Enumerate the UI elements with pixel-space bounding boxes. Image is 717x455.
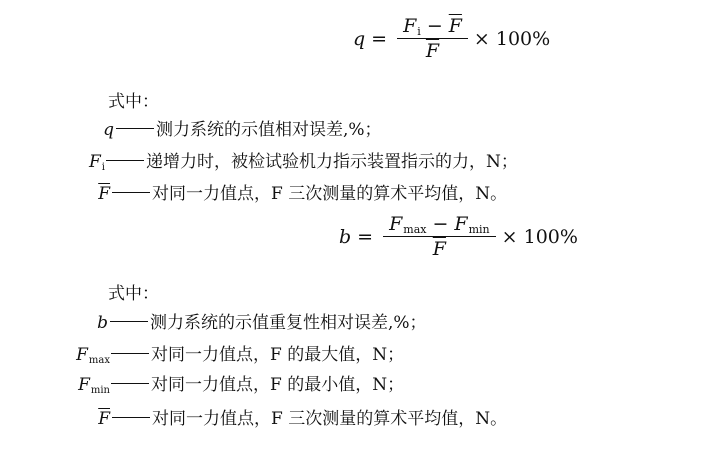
denominator: F — [432, 238, 446, 260]
where-label-2: 式中： — [108, 284, 159, 304]
where-label-1: 式中： — [108, 92, 159, 112]
em-dash-line — [111, 383, 149, 384]
numerator-term-a: F — [389, 213, 403, 235]
fraction — [397, 15, 468, 62]
formula-tail: × 100% — [501, 225, 578, 248]
minus-sign: − — [432, 213, 449, 235]
numerator — [397, 15, 468, 39]
definition-text: 测力系统的示值重复性相对误差,%； — [150, 313, 427, 333]
definition-text: 对同一力值点，F 的最大值，N； — [151, 345, 405, 365]
definition-text: 对同一力值点，F 三次测量的算术平均值，N。 — [152, 409, 508, 429]
definition-row — [78, 115, 382, 140]
definition-text: 测力系统的示值相对误差,%； — [156, 120, 382, 140]
definition-symbol: Fi — [89, 152, 105, 173]
equals-sign: = — [357, 225, 374, 248]
numerator-term-a-subscript: max — [403, 223, 427, 236]
formula-relative-error — [353, 15, 550, 62]
numerator-term-a-subscript: i — [417, 25, 421, 38]
definition-row — [72, 308, 427, 333]
definition-symbol: $\overline{F}$ — [98, 409, 110, 429]
em-dash-line — [116, 128, 154, 129]
em-dash-line — [110, 321, 148, 322]
numerator — [383, 213, 496, 237]
em-dash-line — [112, 192, 150, 193]
numerator-term-b: $\overline{F}$ — [448, 15, 462, 37]
numerator-term-b-subscript: min — [468, 223, 490, 236]
fraction — [383, 213, 496, 260]
definition-symbol: b — [97, 313, 108, 333]
formula-repeatability-error — [339, 213, 578, 260]
definition-text: 递增力时，被检试验机力指示装置指示的力，N； — [146, 152, 518, 172]
definition-symbol: Fmax — [76, 345, 110, 366]
formula-lhs: q — [353, 27, 366, 50]
numerator-term-b: F — [454, 213, 468, 235]
formula-lhs: b — [339, 225, 352, 248]
denominator: F — [425, 40, 440, 62]
definition-row — [66, 340, 404, 365]
em-dash-line — [106, 160, 144, 161]
definition-row — [74, 404, 507, 429]
definition-row — [74, 179, 507, 204]
definition-text: 对同一力值点，F 的最小值，N； — [151, 375, 405, 395]
em-dash-line — [111, 353, 149, 354]
definition-symbol: Fmin — [78, 375, 110, 396]
definition-row — [68, 147, 518, 172]
definition-symbol: $\overline{F}$ — [98, 184, 110, 204]
em-dash-line — [112, 417, 150, 418]
definition-text: 对同一力值点，F 三次测量的算术平均值，N。 — [152, 184, 508, 204]
formula-tail: × 100% — [473, 27, 551, 50]
equals-sign: = — [371, 27, 388, 50]
numerator-term-a: F — [403, 15, 417, 37]
minus-sign: − — [426, 15, 443, 37]
definition-row — [66, 370, 404, 395]
definition-symbol: q — [103, 120, 114, 140]
